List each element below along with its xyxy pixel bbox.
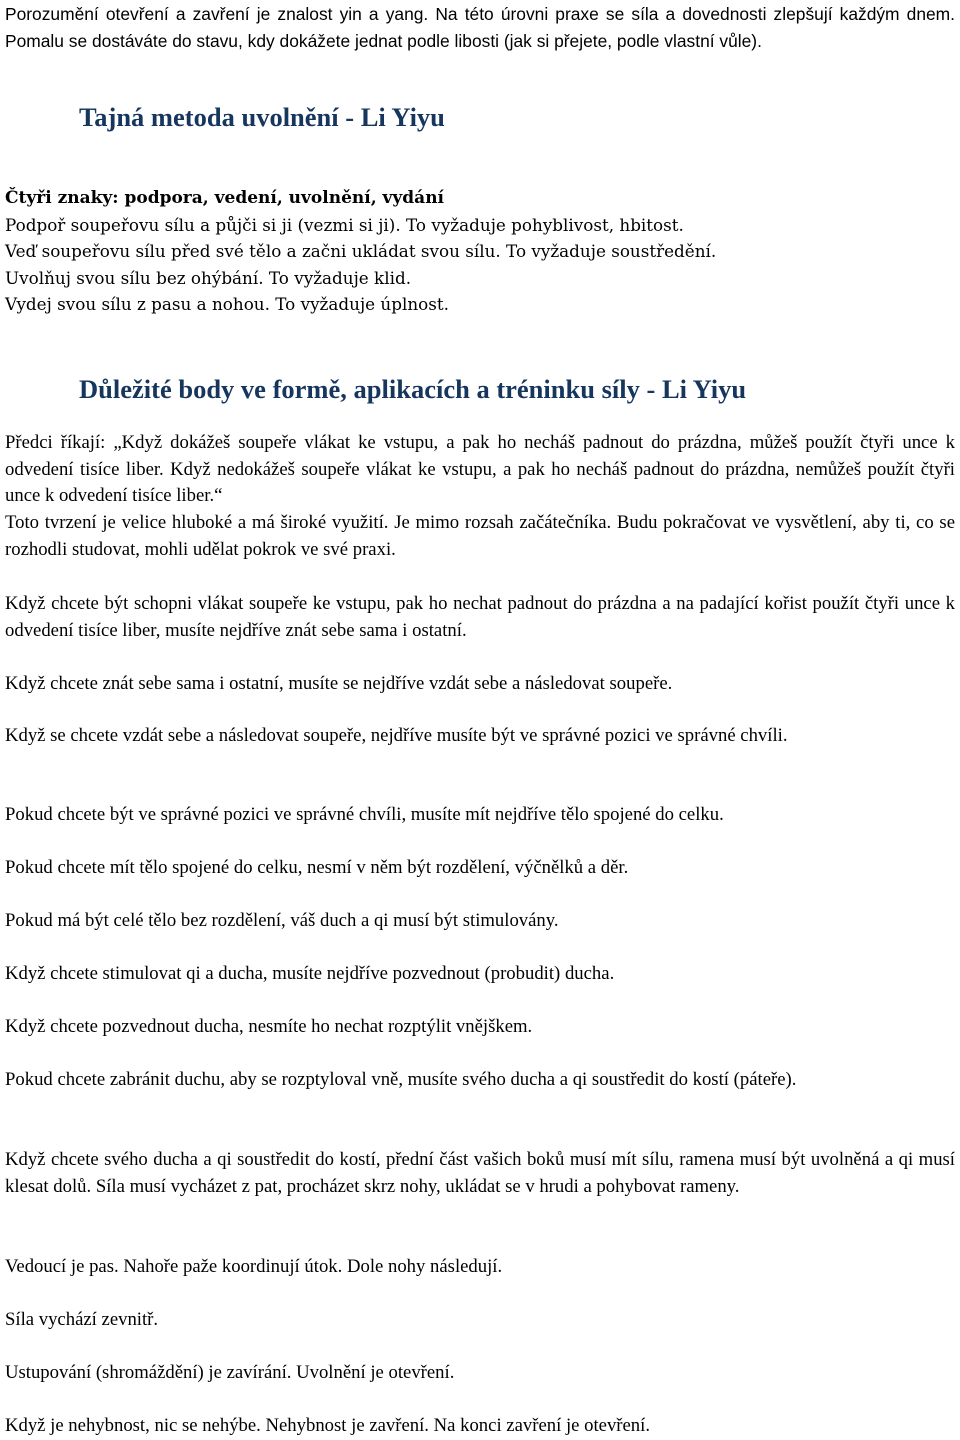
four-signs-line-3: Uvolňuj svou sílu bez ohýbání. To vyžaduje klid. [5, 267, 412, 288]
body-paragraph-6: Pokud má být celé tělo bez rozdělení, váš duch a qi musí být stimulovány. [5, 910, 559, 931]
body-paragraph-12: Síla vychází zevnitř. [5, 1309, 159, 1330]
four-signs-section [5, 185, 955, 318]
body-paragraph-9: Pokud chcete zabránit duchu, aby se rozptyloval vně, musíte svého ducha a qi soustředit do kostí (páteře). [5, 1069, 797, 1090]
four-signs-line-2: Veď soupeřovu sílu před své tělo a začni ukládat svou sílu. To vyžaduje soustředění. [5, 241, 717, 261]
body-paragraph-8: Když chcete pozvednout ducha, nesmíte ho nechat rozptýlit vnějškem. [5, 1016, 533, 1037]
four-signs-line-1: Podpoř soupeřovu sílu a půjči si ji (vezmi si ji). To vyžaduje pohyblivost, hbitost. [5, 214, 684, 235]
heading-secret-method: Tajná metoda uvolnění - Li Yiyu [79, 102, 445, 132]
statement-paragraph: Toto tvrzení je velice hluboké a má široké využití. Je mimo rozsah začátečníka. Budu pokračovat ve vysvětlení, aby ti, co se rozhodli studovat, mohli udělat pokrok ve své praxi. [5, 512, 955, 560]
four-signs-title: Čtyři znaky: podpora, vedení, uvolnění, vydání [5, 188, 445, 208]
body-paragraph-2: Když chcete znát sebe sama i ostatní, musíte se nejdříve vzdát sebe a následovat soupeře. [5, 673, 673, 694]
body-paragraph-14: Když je nehybnost, nic se nehýbe. Nehybnost je zavření. Na konci zavření je otevření. [5, 1415, 651, 1436]
intro-paragraph: Porozumění otevření a zavření je znalost yin a yang. Na této úrovni praxe se síla a dovednosti zlepšují každým dnem. Pomalu se dostáváte do stavu, kdy dokážete jednat podle libosti (jak si přejete, podle vlastní vůle). [5, 4, 955, 51]
body-paragraph-7: Když chcete stimulovat qi a ducha, musíte nejdříve pozvednout (probudit) ducha. [5, 963, 615, 984]
quote-paragraph: Předci říkají: „Když dokážeš soupeře vlákat ke vstupu, a pak ho necháš padnout do prázdna, můžeš použít čtyři unce k odvedení tisíce liber. Když nedokážeš soupeře vlákat ke vstupu, a pak ho necháš padnout do prázdna, nemůžeš použít čtyři unce k odvedení tisíce liber.“ [5, 432, 955, 506]
body-paragraph-13: Ustupování (shromáždění) je zavírání. Uvolnění je otevření. [5, 1362, 455, 1383]
body-paragraph-11: Vedoucí je pas. Nahoře paže koordinují útok. Dole nohy následují. [5, 1256, 503, 1277]
body-paragraph-3: Když se chcete vzdát sebe a následovat soupeře, nejdříve musíte být ve správné pozici ve správné chvíli. [5, 725, 788, 746]
body-paragraph-4: Pokud chcete být ve správné pozici ve správné chvíli, musíte mít nejdříve tělo spojené do celku. [5, 804, 724, 825]
body-paragraph-1: Když chcete být schopni vlákat soupeře ke vstupu, pak ho nechat padnout do prázdna a na padající kořist použít čtyři unce k odvedení tisíce liber, musíte nejdříve znát sebe sama i ostatní. [5, 593, 955, 641]
body-paragraph-5: Pokud chcete mít tělo spojené do celku, nesmí v něm být rozdělení, výčnělků a děr. [5, 857, 629, 878]
heading-important-points: Důležité body ve formě, aplikacích a tréninku síly - Li Yiyu [79, 374, 747, 404]
body-paragraph-10: Když chcete svého ducha a qi soustředit do kostí, přední část vašich boků musí mít sílu, ramena musí být uvolněná a qi musí klesat dolů. Síla musí vycházet z pat, procházet skrz nohy, ukládat se v hrudi a pohybovat rameny. [5, 1149, 955, 1197]
four-signs-line-4: Vydej svou sílu z pasu a nohou. To vyžaduje úplnost. [5, 294, 449, 314]
